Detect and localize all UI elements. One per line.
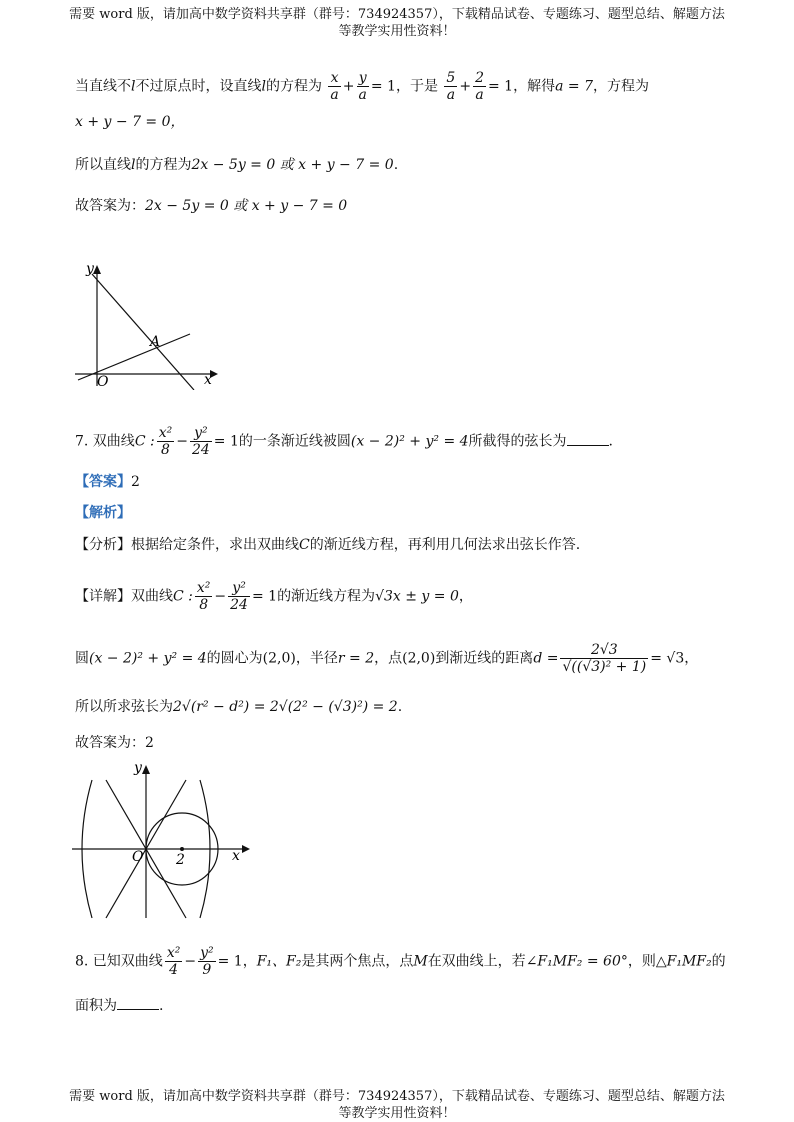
fraction-x-over-a: $\frac{x}{a}$ [330, 70, 339, 103]
x-axis-label: x [204, 372, 212, 388]
center-label: 2 [176, 852, 185, 868]
q6-line-1: 当直线不l不过原点时，设直线l的方程为 $\frac{x}{a}$ + $\frac{y}{a}$ = 1，于是 $\frac{5}{a}$ + $\frac{2}{a}$ = 1，解得a = 7，方程为 [75, 70, 649, 103]
line-2x-minus-5y [78, 334, 190, 380]
footer-line-2: 等教学实用性资料！ [338, 1106, 456, 1121]
q7-fenxi: 【分析】根据给定条件，求出双曲线C的渐近线方程，再利用几何法求出弦长作答. [75, 537, 581, 553]
figure-lines-diagram [70, 260, 220, 390]
origin-label: O [97, 374, 109, 390]
answer-blank [567, 433, 609, 446]
answer-blank [117, 997, 159, 1010]
q7-question: 7. 双曲线C : $\frac{\text{x²}}{8}$ − $\frac{\text{y²}}{24}$ = 1的一条渐近线被圆(x − 2)² + y² = 4所截得的弦长为 . [75, 425, 613, 458]
y-axis-arrow [93, 265, 101, 274]
q8-line-2: 面积为 . [75, 998, 164, 1014]
q6-line-2: x + y − 7 = 0， [75, 114, 185, 130]
point-a-label: A [150, 334, 161, 350]
x-axis-label: x [232, 848, 240, 864]
q7-final-answer: 故答案为：2 [75, 735, 154, 751]
x-axis-arrow [242, 845, 250, 853]
y-axis-arrow [142, 765, 150, 774]
fraction-5-over-a: $\frac{5}{a}$ [446, 70, 456, 103]
figure-hyperbola-circle [70, 760, 260, 920]
q6-line-3: 所以直线l的方程为2x − 5y = 0 或 x + y − 7 = 0. [75, 157, 399, 173]
q6-answer: 故答案为：2x − 5y = 0 或 x + y − 7 = 0 [75, 198, 348, 214]
circle-center [180, 847, 184, 851]
q7-chord: 所以所求弦长为2√(r² − d²) = 2√(2² − (√3)²) = 2. [75, 699, 403, 715]
q7-analysis-tag: 【解析】 [75, 505, 131, 521]
footer-line-1: 需要 word 版，请加高中数学资料共享群（群号：734924357），下载精品试卷、专题练习、题型总结、解题方法 [69, 1089, 725, 1104]
y-axis-label: y [86, 261, 94, 277]
line-x-plus-y-minus-7 [92, 274, 194, 390]
q8-question: 8. 已知双曲线 $\frac{\text{x²}}{4}$ − $\frac{\text{y²}}{9}$ = 1，F₁、F₂是其两个焦点，点M在双曲线上，若∠F₁MF₂ = 60°，则△F₁MF₂的 [75, 945, 726, 978]
origin-label: O [132, 849, 144, 865]
q7-circle-line: 圆(x − 2)² + y² = 4的圆心为(2,0)，半径r = 2，点(2,0)到渐近线的距离d = $\frac{2√3}{\text{√((√3)² + 1)}}$ = √3， [75, 642, 699, 675]
header-line-1: 需要 word 版，请加高中数学资料共享群（群号：734924357），下载精品试卷、专题练习、题型总结、解题方法 [69, 7, 725, 22]
fraction-2-over-a: $\frac{2}{a}$ [475, 70, 484, 103]
fraction-y-over-a: $\frac{y}{a}$ [358, 70, 367, 103]
header-line-2: 等教学实用性资料！ [338, 24, 456, 39]
y-axis-label: y [134, 760, 142, 776]
q7-answer: 【答案】2 [75, 474, 140, 490]
q7-detail: 【详解】双曲线C : $\frac{\text{x²}}{8}$ − $\frac{\text{y²}}{24}$ = 1的渐近线方程为√3x ± y = 0， [75, 580, 473, 613]
